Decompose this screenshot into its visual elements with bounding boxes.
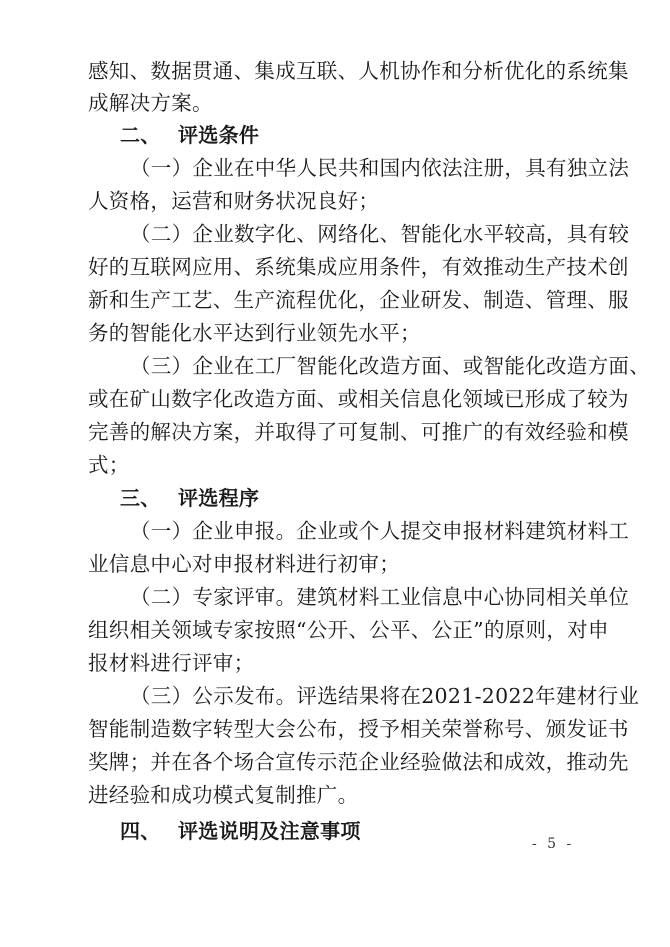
body-line: （一）企业申报。企业或个人提交申报材料建筑材料工 [130,519,630,543]
body-line: 组织相关领域专家按照“公开、公平、公正”的原则，对申 [88,618,609,642]
body-line: 业信息中心对申报材料进行初审； [88,552,400,576]
body-line: （三）公示发布。评选结果将在2021-2022年建材行业 [130,684,640,708]
body-line: 智能制造数字转型大会公布，授予相关荣誉称号、颁发证书 [88,717,629,741]
body-line: 进经验和成功模式复制推广。 [88,783,359,807]
body-line: （二）专家评审。建筑材料工业信息中心协同相关单位 [130,585,630,609]
page-number: - 5 - [532,836,575,852]
body-line: （三）企业在工厂智能化改造方面、或智能化改造方面、 [130,354,650,378]
body-line: 感知、数据贯通、集成互联、人机协作和分析优化的系统集 [88,59,629,83]
section-number: 二、 [120,123,161,147]
body-line: 奖牌；并在各个场合宣传示范企业经验做法和成效，推动先 [88,750,629,774]
section-number: 三、 [120,486,161,510]
section-heading-2 [120,120,614,150]
body-line: 人资格，运营和财务状况良好； [88,189,380,213]
body-line: 新和生产工艺、生产流程优化，企业研发、制造、管理、服 [88,288,629,312]
body-line: （一）企业在中华人民共和国内依法注册，具有独立法 [130,156,630,180]
section-title: 评选说明及注意事项 [178,819,361,843]
body-line: 式； [88,453,130,477]
body-line: 报材料进行评审； [88,651,255,675]
section-title: 评选程序 [178,486,260,510]
body-line: 好的互联网应用、系统集成应用条件，有效推动生产技术创 [88,255,629,279]
section-title: 评选条件 [178,123,260,147]
body-line: 务的智能化水平达到行业领先水平； [88,321,421,345]
body-line: 完善的解决方案，并取得了可复制、可推广的有效经验和模 [88,420,629,444]
section-number: 四、 [120,819,161,843]
section-heading-3 [120,483,614,513]
body-line: 成解决方案。 [88,91,213,115]
body-line: 或在矿山数字化改造方面、或相关信息化领域已形成了较为 [88,387,629,411]
body-line: （二）企业数字化、网络化、智能化水平较高，具有较 [130,222,630,246]
